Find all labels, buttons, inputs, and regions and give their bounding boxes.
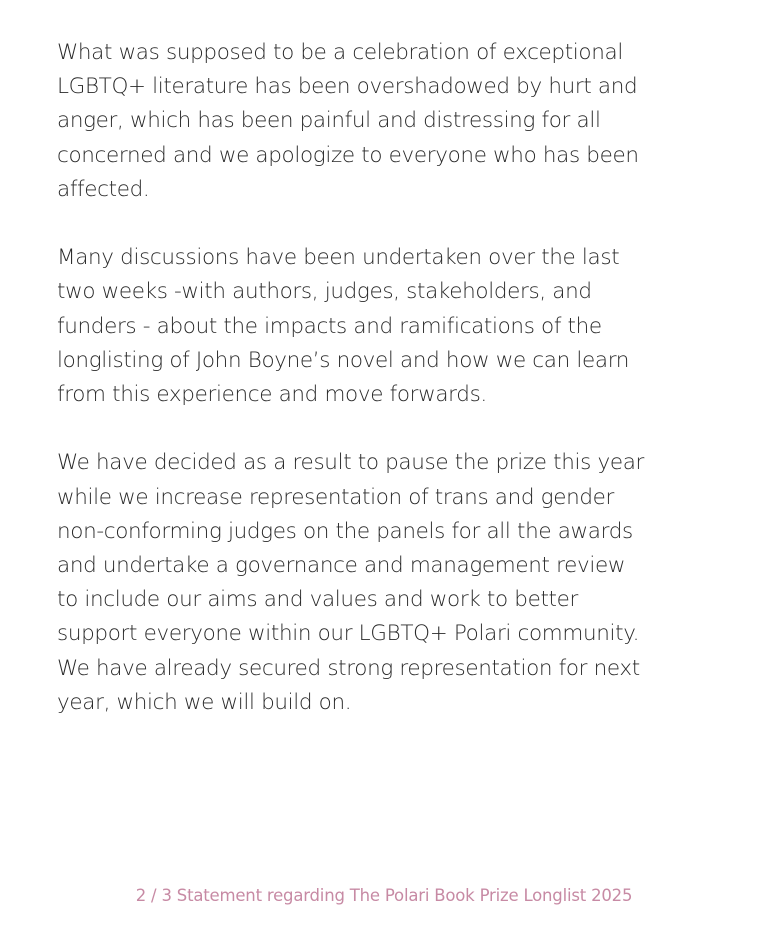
text-line: longlisting of John Boyne’s novel and how we can learn	[57, 347, 630, 373]
text-line: affected.	[57, 176, 150, 202]
text-line: funders - about the impacts and ramifications of the	[57, 313, 602, 339]
text-line: We have decided as a result to pause the prize this year	[57, 450, 645, 476]
text-line: We have already secured strong representation for next	[57, 655, 640, 681]
text-line: What was supposed to be a celebration of exceptional	[57, 40, 623, 65]
paragraph-decision	[57, 446, 737, 720]
text-line: while we increase representation of trans and gender	[57, 484, 615, 510]
text-line: two weeks -with authors, judges, stakeholders, and	[57, 279, 592, 305]
text-line: and undertake a governance and management review	[57, 553, 626, 579]
paragraph-apology	[57, 36, 737, 207]
statement-body	[57, 36, 737, 754]
text-line: anger, which has been painful and distressing for all	[57, 108, 601, 134]
text-line: Many discussions have been undertaken over the last	[57, 245, 620, 271]
text-line: concerned and we apologize to everyone who has been	[57, 142, 639, 168]
text-line: support everyone within our LGBTQ+ Polari community.	[57, 621, 640, 647]
page-footer: 2 / 3 Statement regarding The Polari Book Prize Longlist 2025	[135, 886, 633, 905]
text-line: from this experience and move forwards.	[57, 382, 487, 408]
text-line: year, which we will build on.	[57, 689, 352, 715]
text-line: non-conforming judges on the panels for all the awards	[57, 518, 633, 544]
text-line: LGBTQ+ literature has been overshadowed by hurt and	[57, 74, 638, 100]
paragraph-discussions	[57, 241, 737, 412]
text-line: to include our aims and values and work to better	[57, 587, 578, 613]
